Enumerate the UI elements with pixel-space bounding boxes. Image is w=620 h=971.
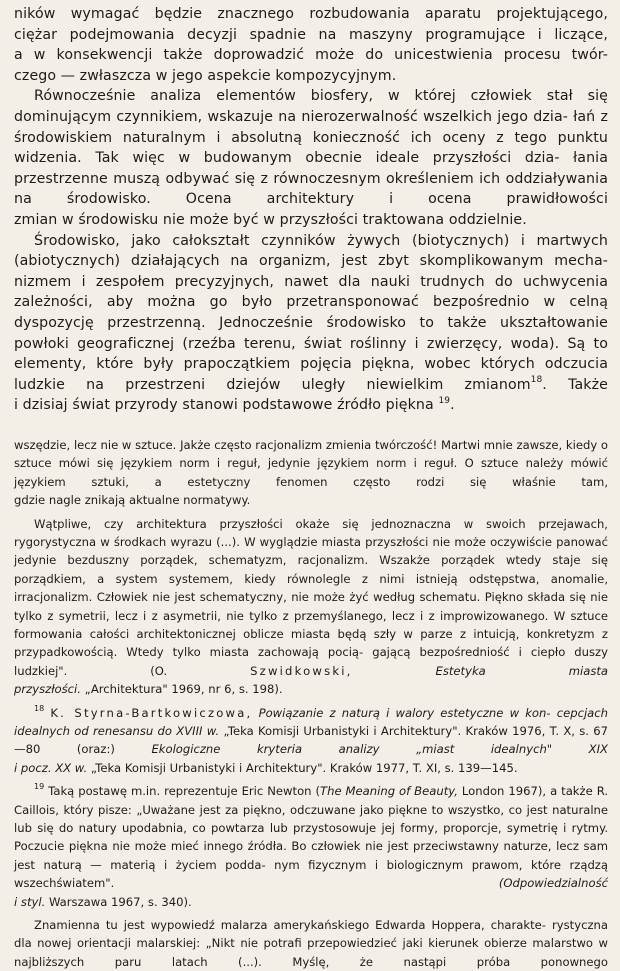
note-fragment: London	[461, 784, 505, 799]
author-name: K. Styrna-Bartkowiczowa,	[50, 705, 253, 720]
work-title: Estetyka miasta	[435, 663, 609, 678]
citation: „Teka Komisji Urbanistyki i Architektury". Kraków 1977, T. XI, s. 139—145.	[90, 760, 518, 775]
text-line: czego — zwłaszcza w jego aspekcie kompozycyjnym.	[14, 67, 397, 84]
text-line: zmian w środowisku nie może być w przyszłości traktowana oddzielnie.	[14, 211, 527, 228]
paragraph-environment	[14, 231, 608, 396]
note-line: panować jedynie bezduszny porządek, schematyzm, racjonalizm. Wszakże porządek wtedy	[14, 534, 608, 568]
note-line: rygorystyczna w środkach wyrazu (...). W wyglądzie miasta przyszłości nie może oczywiście	[14, 534, 552, 549]
text-line: odczucia ludzkie na przestrzeni dziejów uległy niewielkim zmianom	[14, 356, 608, 393]
footnote-19	[14, 782, 608, 892]
text-fragment: .	[450, 397, 455, 414]
footnote-number: 19	[34, 782, 45, 792]
work-title: The Meaning of Beauty,	[320, 784, 458, 799]
paragraph-biosphere-end	[14, 210, 608, 231]
text-line: powłoki geograficznej (rzeźba terenu, świat roślinny i zwierzęcy, woda).	[14, 335, 560, 352]
note-line: człowiek nie jest przeciwstawny naturze, lecz sam jest naturą — materią i życiem podda-	[14, 839, 608, 872]
citation: Kraków 1976, T. X, s. 67—80 (oraz:)	[14, 723, 609, 757]
note-line: nym fizycznym i biologicznym prawom, które rządzą wszechświatem".	[14, 857, 609, 891]
note-line: obierze malarstwo w najbliższych paru latach (...). Myślę, że nastąpi próba ponownego	[14, 936, 608, 969]
note-line: Wątpliwe, czy architektura przyszłości okaże się jednoznaczna w swoich przejawach,	[34, 516, 608, 531]
footnotes	[14, 436, 608, 971]
text-line: Są to elementy, które były prapoczątkiem pojęcia piękna, wobec których	[14, 335, 608, 373]
work-title: cepcjach idealnych od renesansu do XVIII w.	[14, 705, 608, 738]
footnote-ref-18[interactable]: 18	[530, 374, 543, 385]
text-line: ciężar podejmowania decyzji spadnie na maszyny programujące i liczące,	[14, 26, 608, 43]
note-line: to wszystko, co jest naturalne lub się do natury upodabnia, co powtarza lub przystosowuje	[14, 802, 609, 835]
text-line: łań z środowiskiem naturalnym i absolutną konieczność ich oceny z tego	[14, 108, 608, 146]
text-line: punktu widzenia. Tak więc w budowanym obecnie ideale przyszłości dzia-	[14, 129, 608, 167]
footnote-18-end	[14, 759, 608, 777]
text-line: (abiotycznych) działających na organizm, jest zbyt skomplikowanym mecha-	[14, 253, 608, 270]
text-line: a w konsekwencji także doprowadzić może do unicestwienia procesu twór-	[14, 47, 608, 64]
citation: „Architektura" 1969, nr 6, s. 198).	[84, 682, 283, 697]
note-line: zawsze, kiedy o sztuce mówi się językiem norm i reguł, jedynie językiem norm i reguł.	[14, 437, 609, 471]
author-name: Szwidkowski,	[250, 663, 353, 678]
work-title: Ekologiczne kryteria analizy „miast idealnych" XIX	[151, 742, 608, 757]
note-line: wszędzie, lecz nie w sztuce. Jakże często racjonalizm zmienia twórczość! Martwi mnie	[14, 437, 513, 452]
work-title: przyszłości.	[14, 682, 81, 697]
text-line: Równocześnie analiza elementów biosfery, w której człowiek stał się	[34, 88, 608, 105]
note-line: jej formy, proporcje, symetrię i rytmy. Poczucie piękna nie może mieć innego źródła. Bo	[14, 821, 608, 854]
work-title: Powiązanie z naturą i walory estetyczne w kon-	[258, 705, 551, 720]
work-title: i pocz. XX w.	[14, 760, 88, 775]
text-fragment: . Także	[542, 376, 608, 393]
footnote-quote-szwidkowski-end	[14, 680, 608, 698]
main-text	[14, 4, 608, 416]
text-line: ników wymagać będzie znacznego rozbudowania aparatu projektującego,	[14, 6, 608, 22]
footnote-18	[14, 704, 608, 759]
text-line: dominującym czynnikiem, wskazuje na nierozerwalność wszelkich jego dzia-	[14, 108, 568, 125]
note-line: Znamienna tu jest wypowiedź malarza amerykańskiego Edwarda Hoppera, charakte-	[34, 918, 546, 933]
footnote-ref-19[interactable]: 19	[438, 395, 451, 406]
note-line: i z improwizowanego. W sztuce formowania całości architektonicznej oblicze miasta będą szły	[14, 608, 609, 641]
note-line: gdzie nagle znikają aktualne normatywy.	[14, 493, 251, 508]
paragraph-biosphere	[14, 86, 608, 210]
paragraph-continuation-end	[14, 66, 608, 87]
paragraph-continuation	[14, 4, 608, 66]
text-line: łania przestrzenne muszą odbywać się z równoczesnym określeniem ich	[14, 150, 608, 187]
note-line: Piękno składa się nie tylko z symetrii, lecz i z asymetrii, nie tylko z przemyślanego, lecz	[14, 590, 609, 623]
note-line: rystyczna dla nowej orientacji malarskiej: „Nikt nie potrafi przepowiedzieć jaki kierunek	[14, 918, 608, 951]
note-line: w parze z intuicją, konkretyzm z przypadkowością. Wtedy tylko miasta zachowają pocią-	[14, 626, 608, 660]
citation: Warszawa 1967, s. 340).	[48, 894, 192, 909]
text-line: i dzisiaj świat przyrody stanowi podstawowe źródło piękna	[14, 397, 434, 414]
note-line: staje się porządkiem, a system systemem, kiedy równolegle z nimi istnieją odstępstwa,	[14, 553, 609, 586]
text-line: nizmem i zespołem precyzyjnych, nawet dla nauki trudnych do uchwycenia	[14, 273, 608, 290]
text-line: dyspozycję przestrzenną. Jednocześnie środowisko to także ukształtowanie	[14, 314, 608, 331]
note-line: 1967), a także R. Caillois, który pisze: „Uważane jest za piękno, odczuwane jako piękne	[14, 784, 609, 817]
work-title: (Odpowiedzialność	[498, 876, 608, 891]
paragraph-environment-end	[14, 395, 608, 416]
citation: „Teka Komisji Urbanistyki i Architektury".	[223, 723, 462, 738]
footnote-continuation-end	[14, 491, 608, 509]
footnote-continuation	[14, 436, 608, 491]
footnote-19-end	[14, 893, 608, 911]
footnote-hopper	[14, 916, 608, 971]
work-title: i styl.	[14, 894, 46, 909]
text-line: oddziaływania na środowisko. Ocena architektury i ocena prawidłowości	[14, 170, 608, 208]
text-line: Środowisko, jako całokształt czynników żywych (biotycznych) i martwych	[34, 232, 608, 249]
note-line: O sztuce należy mówić językiem sztuki, a estetyczny fenomen często rodzi się właśnie tam,	[14, 456, 608, 489]
text-line: zależności, aby można go było przetransponować bezpośrednio w celną	[14, 294, 608, 311]
note-line: anomalie, irracjonalizm. Człowiek nie jest schematyczny, nie może żyć według schematu.	[14, 571, 609, 605]
footnote-quote-szwidkowski	[14, 515, 608, 681]
footnote-number: 18	[34, 703, 45, 713]
note-line: gającą bezpośredniość i ciepło duszy ludzkiej". (O.	[14, 645, 609, 678]
note-fragment: Taką postawę m.in. reprezentuje Eric Newton (	[48, 784, 321, 799]
